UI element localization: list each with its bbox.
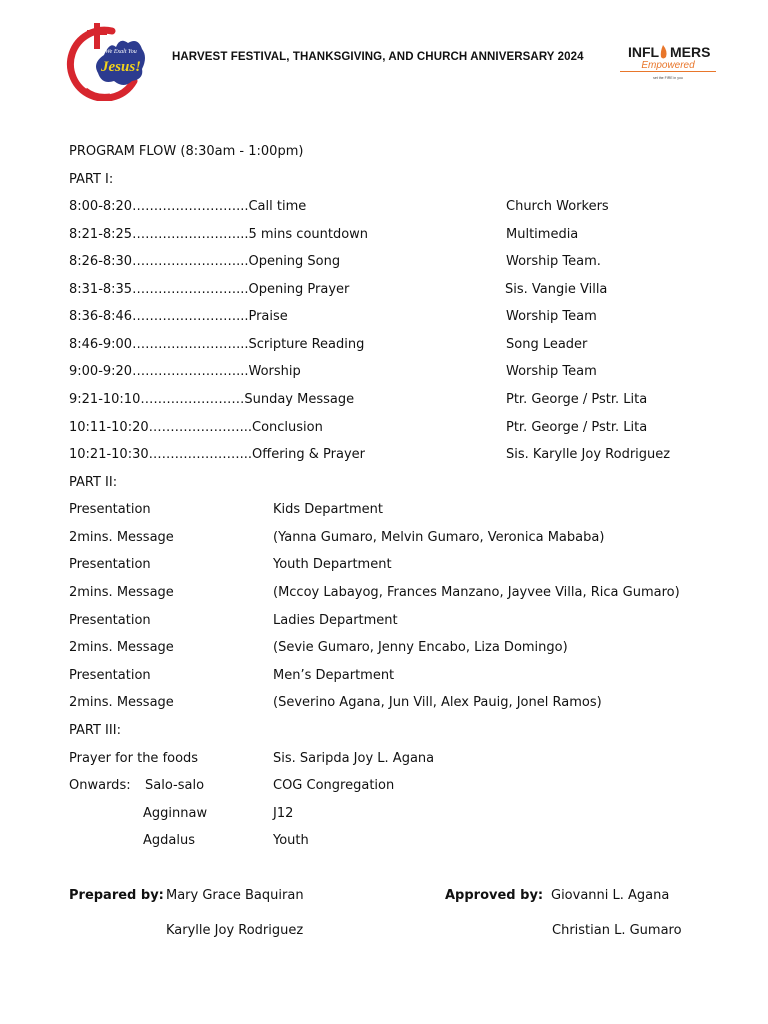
onwards-item-label: Agginnaw — [143, 806, 208, 821]
prepared-by-name: Karylle Joy Rodriguez — [166, 923, 304, 938]
approved-by-name: Christian L. Gumaro — [552, 923, 682, 938]
part1-heading: PART I: — [69, 172, 114, 187]
schedule-person: Worship Team — [506, 364, 597, 379]
onwards-item-value: J12 — [273, 806, 294, 821]
logo-tagline: We Exalt You — [105, 49, 137, 55]
approved-by-name: Giovanni L. Agana — [551, 888, 670, 903]
schedule-time: 10:11-10:20…………………...Conclusion — [69, 420, 323, 435]
schedule-person: Song Leader — [506, 337, 588, 352]
part2-value: (Yanna Gumaro, Melvin Gumaro, Veronica Mababa) — [273, 530, 605, 545]
onwards-label: Onwards: — [69, 778, 131, 793]
inflamers-logo — [616, 40, 720, 92]
logo-tagline-small: set the FIRE in you — [653, 76, 683, 80]
schedule-time: 8:21-8:25……………………...5 mins countdown — [69, 227, 369, 242]
schedule-time: 10:21-10:30…………………...Offering & Prayer — [69, 447, 366, 462]
part2-value: Youth Department — [273, 557, 392, 572]
schedule-time: 9:21-10:10……………………Sunday Message — [69, 392, 355, 407]
schedule-person: Worship Team — [506, 309, 597, 324]
part2-label: Presentation — [69, 502, 151, 517]
approved-by-label: Approved by: — [445, 888, 544, 903]
prepared-by-name: Mary Grace Baquiran — [166, 888, 304, 903]
part2-value: Men’s Department — [273, 668, 395, 683]
schedule-person: Church Workers — [506, 199, 609, 214]
part2-label: 2mins. Message — [69, 695, 174, 710]
part2-label: 2mins. Message — [69, 530, 174, 545]
onwards-item-value: Youth — [273, 833, 309, 848]
part2-label: Presentation — [69, 668, 151, 683]
part2-label: Presentation — [69, 557, 151, 572]
onwards-item-value: COG Congregation — [273, 778, 395, 793]
part2-label: 2mins. Message — [69, 585, 174, 600]
onwards-item-label: Agdalus — [143, 833, 195, 848]
logo-word-b: MERS — [670, 44, 711, 60]
onwards-item-label: Salo-salo — [145, 778, 205, 793]
part2-label: 2mins. Message — [69, 640, 174, 655]
schedule-time: 8:46-9:00……………………...Scripture Reading — [69, 337, 365, 352]
program-flow-title: PROGRAM FLOW (8:30am - 1:00pm) — [69, 144, 304, 159]
logo-jesus: Jesus! — [100, 59, 142, 75]
schedule-time: 8:26-8:30……………………...Opening Song — [69, 254, 341, 269]
schedule-time: 8:00-8:20……………………...Call time — [69, 199, 307, 214]
schedule-person: Sis. Vangie Villa — [505, 282, 608, 297]
part2-label: Presentation — [69, 613, 151, 628]
part2-value: Ladies Department — [273, 613, 398, 628]
part2-value: Kids Department — [273, 502, 383, 517]
logo-word-a: INFL — [628, 44, 660, 60]
part2-heading: PART II: — [69, 475, 118, 490]
schedule-time: 8:36-8:46……………………...Praise — [69, 309, 288, 324]
church-logo — [66, 17, 150, 101]
schedule-time: 8:31-8:35……………………...Opening Prayer — [69, 282, 350, 297]
part3-heading: PART III: — [69, 723, 121, 738]
schedule-person: Worship Team. — [506, 254, 601, 269]
logo-subtitle: Empowered — [641, 60, 695, 71]
prepared-by-label: Prepared by: — [69, 888, 164, 903]
schedule-person: Sis. Karylle Joy Rodriguez — [506, 447, 671, 462]
schedule-time: 9:00-9:20……………………...Worship — [69, 364, 301, 379]
flame-icon — [661, 45, 667, 59]
prayer-label: Prayer for the foods — [69, 751, 199, 766]
page-title: HARVEST FESTIVAL, THANKSGIVING, AND CHURCH ANNIVERSARY 2024 — [172, 51, 584, 63]
schedule-person: Ptr. George / Pstr. Lita — [506, 420, 648, 435]
schedule-person: Ptr. George / Pstr. Lita — [506, 392, 648, 407]
part2-value: (Sevie Gumaro, Jenny Encabo, Liza Domingo) — [273, 640, 568, 655]
schedule-person: Multimedia — [506, 227, 579, 242]
prayer-value: Sis. Saripda Joy L. Agana — [273, 751, 435, 766]
part2-value: (Mccoy Labayog, Frances Manzano, Jayvee Villa, Rica Gumaro) — [273, 585, 680, 600]
part2-value: (Severino Agana, Jun Vill, Alex Pauig, Jonel Ramos) — [273, 695, 602, 710]
